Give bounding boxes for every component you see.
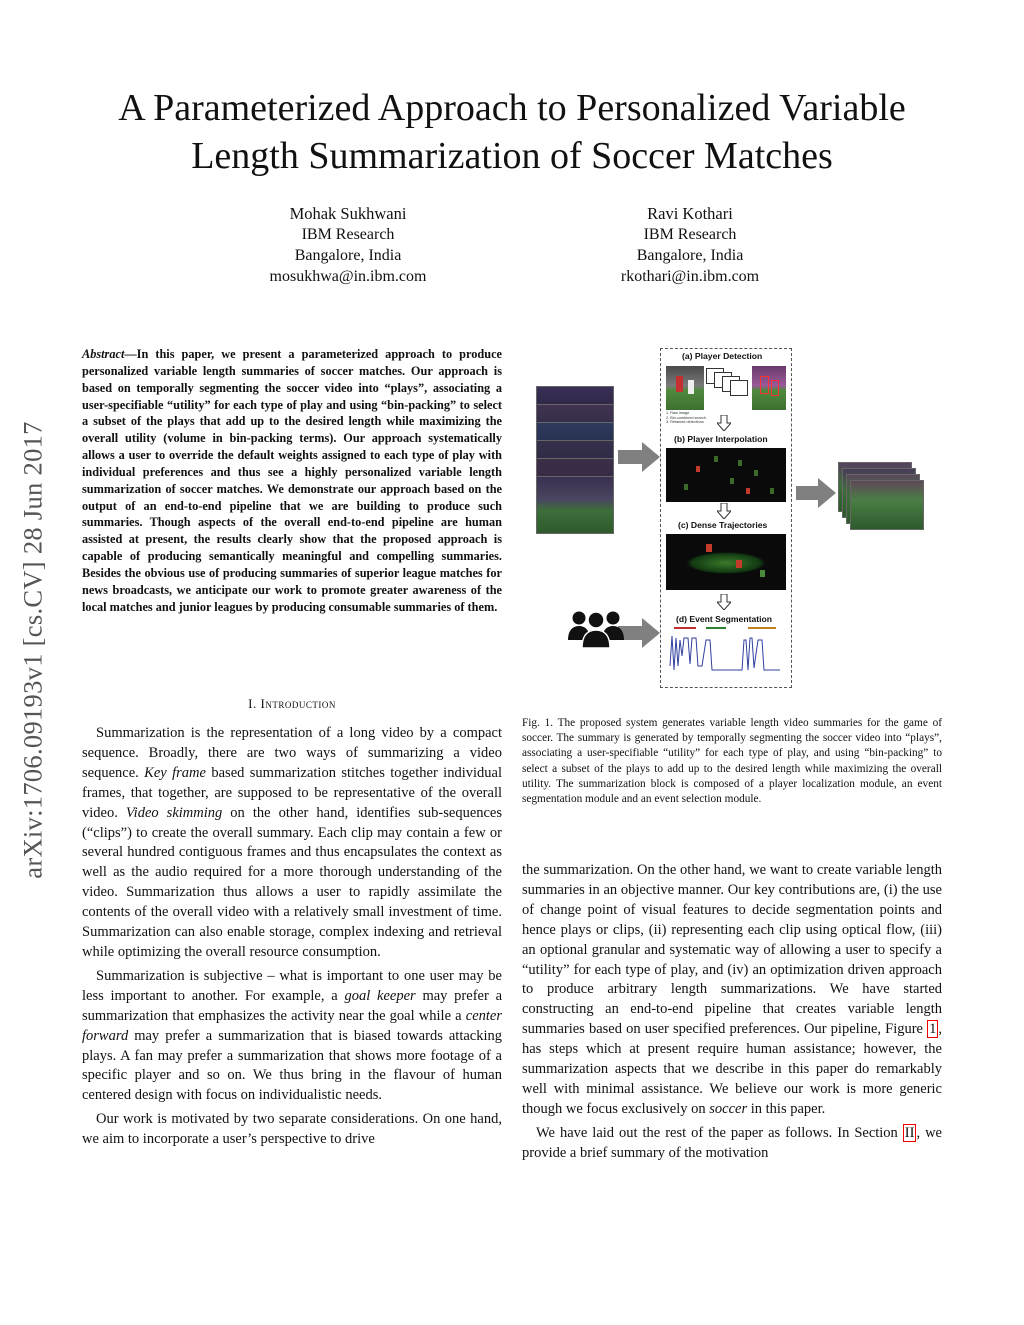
player-figure xyxy=(676,376,683,392)
detection-step-list xyxy=(666,411,706,425)
right-paragraph-1 xyxy=(522,861,942,1120)
player-box xyxy=(754,470,758,476)
arxiv-stamp xyxy=(2,355,64,945)
interpolation-panel xyxy=(666,448,786,502)
text-run: in this paper. xyxy=(747,1100,826,1117)
player-box xyxy=(730,478,734,484)
emphasis: center forward xyxy=(82,1007,502,1044)
text-run: based summarization stitches together individual frames, that together, are supposed to be representative of the overall video. xyxy=(82,764,502,821)
emphasis: soccer xyxy=(709,1100,748,1117)
text-run: on the other hand, identifies sub-sequences (“clips”) to create the overall summary. Each clip may contain a few or several hundred contiguous frames and thus encapsulates the context as well as the audio required for a more thorough understanding of the video. Summarization thus allows a user to rapidly assimilate the contents of the overall video with a relatively small investment of time. Summarization can also enable storage, complex indexing and retrieval while optimizing the overall resource consumption. xyxy=(82,804,503,960)
title-line-2: Length Summarization of Soccer Matches xyxy=(191,135,833,177)
abstract-text: —In this paper, we present a parameterized approach to produce personalized variable length summaries of soccer matches. Our approach is based on temporally segmenting the soccer video into “plays”, associating a user-specifiable “utility” for each type of play and using “bin-packing” to select a subset of the plays that add up to the desired length while maximizing the overall utility (volume in bin-packing terms). Our approach systematically allows a user to override the default weights assigned to each type of play with individual preferences and thus see a highly personalized variable length summarization of soccer matches. We demonstrate our approach based on the output of an end-to-end pipeline that we are building to produce such summaries. Though aspects of the overall end-to-end pipeline are human assisted at present, the results clearly show that the proposed approach is capable of producing semantically meaningful and compelling summaries. Besides the obvious use of producing summaries of superior league matches for news broadcasts, we anticipate our work to promote greater awareness of the local matches and junior leagues by producing consumable summaries of them. xyxy=(82,347,502,614)
player-box xyxy=(746,488,750,494)
emphasis: Video skimming xyxy=(125,804,223,821)
title-line-1: A Parameterized Approach to Personalized Variable xyxy=(118,87,906,129)
author-location: Bangalore, India xyxy=(294,247,402,264)
raw-frame-thumbnail xyxy=(666,366,704,410)
text-run: , has steps which at present require human assistance; however, the summarization aspects that we describe in this paper do remarkably well with minimal assistance. We believe our work is more generic though we focus exclusively on xyxy=(522,1021,942,1117)
author-email: mosukhwa@in.ibm.com xyxy=(269,268,427,285)
panel-label-dense-trajectories: (c) Dense Trajectories xyxy=(678,520,768,530)
player-box xyxy=(770,488,774,494)
section-title: Introduction xyxy=(260,696,336,711)
detection-boxes xyxy=(706,368,750,400)
emphasis: goal keeper xyxy=(344,987,416,1004)
author-location: Bangalore, India xyxy=(636,247,744,264)
figure-1-caption: Fig. 1. The proposed system generates variable length video summaries for the game of soccer. The summary is generated by temporally segmenting the soccer video into “plays”, associating a user-specifiable “utility” for each type of play, and using “bin-packing” to select a subset of the plays to add up to the desired length while maximizing the overall utility. The summarization block is composed of a player localization module, an event segmentation module and an event selection module. xyxy=(522,717,942,806)
figure-1 xyxy=(530,344,950,694)
users-icon xyxy=(568,606,624,648)
player-box xyxy=(738,460,742,466)
player-box xyxy=(696,466,700,472)
panel-label-player-interpolation: (b) Player Interpolation xyxy=(674,434,768,444)
player-figure xyxy=(688,380,694,394)
trajectory-point xyxy=(760,570,765,577)
detection-step: 2. Bin-combined search xyxy=(666,415,706,420)
text-run: the summarization. On the other hand, we want to create variable length summaries in an objective manner. Our key contributions are, (i) the use of change point of visual features to decide segmentation points and hence plays or clips, (ii) representing each clip using optical flow, (iii) an optional granular and systematic way of allowing a user to specify a “utility” for each type of play, and (iv) an optimization driven approach to produce arbitrary length summarizations. We have started constructing an end-to-end pipeline that creates variable length summaries based on user specified preferences. Our pipeline, Figure xyxy=(522,862,942,1038)
section-ref-link[interactable]: II xyxy=(904,1124,915,1141)
trajectory-point xyxy=(706,544,712,552)
paper-title xyxy=(60,84,964,180)
player-box xyxy=(684,484,688,490)
abstract-label: Abstract xyxy=(82,347,125,361)
text-run: may prefer a summarization that emphasizes the activity near the goal while a xyxy=(82,987,503,1024)
detected-frame-thumbnail xyxy=(752,366,786,410)
panel-label-player-detection: (a) Player Detection xyxy=(682,351,763,361)
event-segmentation-plot xyxy=(666,626,786,684)
detection-step: 3. Retained detections xyxy=(666,420,704,425)
author-block-2 xyxy=(560,203,820,287)
text-run: , we provide a brief summary of the motivation xyxy=(522,1124,942,1161)
section-heading-introduction xyxy=(82,696,502,712)
trajectory-cluster xyxy=(686,552,766,574)
section-number: I. xyxy=(248,696,257,711)
arrow-down-icon xyxy=(717,594,731,610)
arrow-right-icon xyxy=(796,478,838,508)
right-column-body xyxy=(522,861,942,1168)
arrow-right-icon xyxy=(618,442,662,472)
text-run: may prefer a summarization that is biased towards attacking plays. A fan may prefer a summarization that shows more footage of a specific player and so on. We thus bring in the flavour of human centered design with focus on individualistic needs. xyxy=(82,1027,502,1104)
summary-frame xyxy=(850,480,924,530)
trajectories-panel xyxy=(666,534,786,590)
emphasis: Key frame xyxy=(144,764,206,781)
text-run: Summarization is subjective – what is important to one user may be less important to another. For example, a xyxy=(82,967,502,1004)
figure-ref-link[interactable]: 1 xyxy=(929,1021,937,1038)
detection-step: 1. Raw image xyxy=(666,411,690,415)
abstract xyxy=(82,346,502,616)
author-name: Mohak Sukhwani xyxy=(289,204,407,223)
author-affiliation: IBM Research xyxy=(301,226,395,243)
intro-paragraph-1 xyxy=(82,724,502,963)
author-affiliation: IBM Research xyxy=(643,226,737,243)
video-frame xyxy=(536,476,614,534)
arxiv-stamp-text: arXiv:1706.09193v1 [cs.CV] 28 Jun 2017 xyxy=(17,421,48,879)
player-box xyxy=(714,456,718,462)
author-name: Ravi Kothari xyxy=(647,204,733,223)
trajectory-point xyxy=(736,560,742,568)
text-run: Summarization is the representation of a long video by a compact sequence. Broadly, there are two ways of summarizing a video sequence. xyxy=(82,725,502,781)
detection-bbox xyxy=(760,376,769,394)
intro-paragraph-3: Our work is motivated by two separate considerations. On one hand, we aim to incorporate a user’s perspective to drive xyxy=(82,1111,502,1148)
author-block-1 xyxy=(218,203,478,287)
arrow-right-icon xyxy=(618,618,662,648)
text-run: We have laid out the rest of the paper as follows. In Section xyxy=(536,1124,903,1141)
detection-bbox xyxy=(771,380,779,396)
arrow-down-icon xyxy=(717,503,731,519)
right-paragraph-2 xyxy=(522,1124,942,1164)
intro-paragraph-2 xyxy=(82,967,502,1106)
panel-label-event-segmentation: (d) Event Segmentation xyxy=(676,614,772,624)
arrow-down-icon xyxy=(717,415,731,431)
detection-box xyxy=(730,380,748,396)
introduction-body xyxy=(82,724,502,1154)
author-email: rkothari@in.ibm.com xyxy=(620,268,760,285)
